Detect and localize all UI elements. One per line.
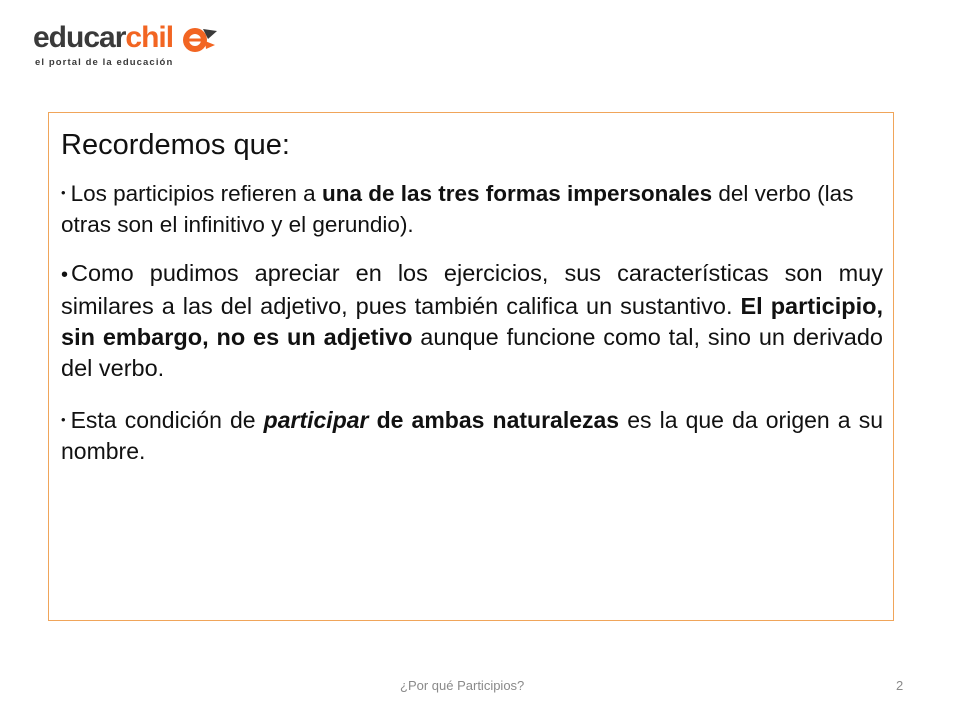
logo-word-orange: chil	[125, 21, 174, 54]
content-box	[48, 112, 894, 621]
p2-text-2: aunque funcione como tal, sino un derivado del verbo.	[61, 324, 883, 381]
logo-word-dark: educar	[33, 21, 126, 54]
logo-swirl-icon	[181, 23, 217, 57]
slide-heading: Recordemos que:	[61, 129, 290, 161]
p1-bold-1: una de las tres formas impersonales	[321, 181, 713, 206]
paragraph-1	[61, 177, 883, 240]
bullet-2: •	[61, 264, 69, 286]
p3-text-1: Esta condición de	[70, 407, 264, 433]
p3-bold-1: de ambas naturalezas	[376, 407, 620, 433]
paragraph-2	[61, 258, 883, 384]
p2-text-1: Como pudimos apreciar en los ejercicios, sus características son muy similares a las del adjetivo, pues también califica un sustantivo.	[61, 260, 883, 319]
page-number: 2	[896, 678, 904, 693]
p1-text-2: del verbo (las otras son el infinitivo y el gerundio).	[61, 181, 854, 237]
p3-text-3: es la que da origen a su nombre.	[61, 407, 883, 464]
p3-text-2	[369, 407, 377, 433]
footer-title: ¿Por qué Participios?	[400, 678, 525, 693]
p3-bold-italic-1: participar	[263, 407, 369, 433]
bullet-3: •	[61, 412, 66, 427]
p1-text-1: Los participios refieren a	[70, 181, 322, 206]
paragraph-3	[61, 404, 883, 467]
bullet-1: •	[61, 185, 66, 200]
p2-bold-1: El participio, sin embargo, no es un adjetivo	[61, 293, 883, 350]
logo-wordmark	[33, 20, 173, 56]
logo-tagline: el portal de la educación	[35, 57, 174, 68]
educarchile-logo[interactable]	[33, 20, 223, 75]
